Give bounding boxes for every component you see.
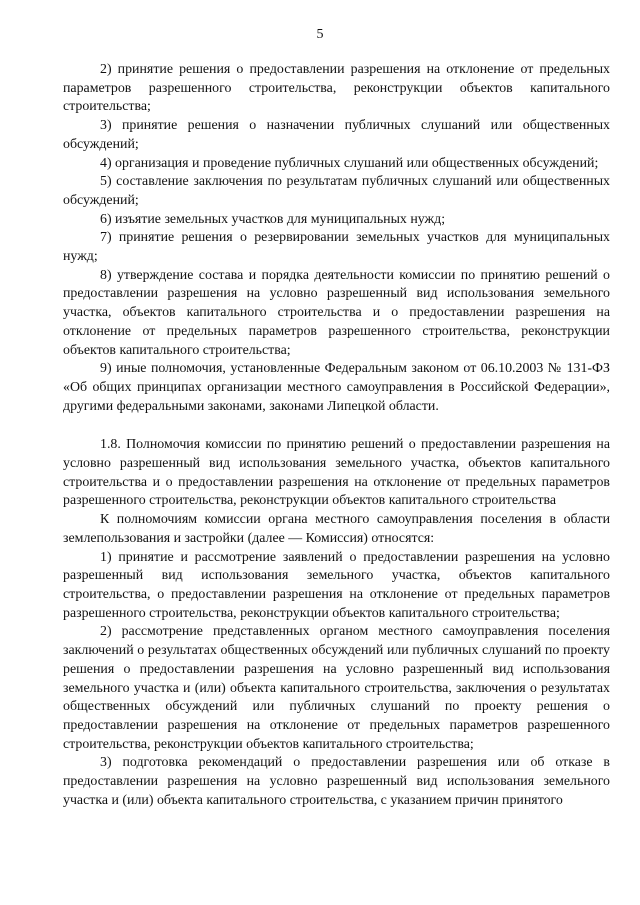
list-item-6: 6) изъятие земельных участков для муниципальных нужд; xyxy=(100,211,446,227)
list-item-5: 5) составление заключения по результатам публичных слушаний или общественных обсуждений; xyxy=(63,174,610,208)
list-item-7: 7) принятие решения о резервировании земельных участков для муниципальных нужд; xyxy=(63,230,610,265)
list-item-8: 8) утверждение состава и порядка деятельности комиссии по принятию решений о предоставлении разрешения на условно разрешенный вид использования земельного участка, объектов капитального строительства и о предоставлении разрешения на отклонение от предельных параметров разрешенного строительства, реконструкции объектов капитального строительства; xyxy=(63,267,610,358)
section-heading-1-8: 1.8. Полномочия комиссии по принятию решений о предоставлении разрешения на условно разрешенный вид использования земельного участка, объектов капитального строительства и о предоставлении разрешения на отклонение от предельных параметров разрешенного строительства, реконструкции объектов капитального строительства xyxy=(63,437,610,509)
commission-item-2: 2) рассмотрение представленных органом местного самоуправления поселения заключений о результатах общественных обсуждений или публичных слушаний по проекту решения о предоставлении разрешения на условно разрешенный вид использования земельного участка и (или) объекта капитального строительства, заключения о результатах общественных обсуждений или публичных слушаний по проекту решения о предоставлении разрешения на отклонение от предельных параметров разрешенного строительства, реконструкции объектов капитального строительства; xyxy=(63,624,610,752)
list-item-2: 2) принятие решения о предоставлении разрешения на отклонение от предельных параметров разрешенного строительства, реконструкции объектов капитального строительства; xyxy=(63,62,610,115)
page-number: 5 xyxy=(316,27,324,42)
intro-paragraph: К полномочиям комиссии органа местного самоуправления поселения в области землепользования и застройки (далее — Комиссия) относятся: xyxy=(63,512,610,546)
list-item-3: 3) принятие решения о назначении публичных слушаний или общественных обсуждений; xyxy=(63,118,610,152)
list-item-4: 4) организация и проведение публичных слушаний или общественных обсуждений; xyxy=(100,155,599,171)
document-body xyxy=(63,61,610,810)
section-gap xyxy=(63,416,610,436)
commission-item-3: 3) подготовка рекомендаций о предоставлении разрешения или об отказе в предоставлении разрешения на условно разрешенный вид использования земельного участка и (или) объекта капитального строительства, с указанием причин принятого xyxy=(63,755,610,808)
list-item-9: 9) иные полномочия, установленные Федеральным законом от 06.10.2003 № 131-ФЗ «Об общих принципах организации местного самоуправления в Российской Федерации», другими федеральными законами, законами Липецкой области. xyxy=(63,361,610,414)
commission-item-1: 1) принятие и рассмотрение заявлений о предоставлении разрешения на условно разрешенный вид использования земельного участка, объектов капитального строительства, о предоставлении разрешения на отклонение от предельных параметров разрешенного строительства, реконструкции объектов капитального строительства; xyxy=(63,549,610,621)
